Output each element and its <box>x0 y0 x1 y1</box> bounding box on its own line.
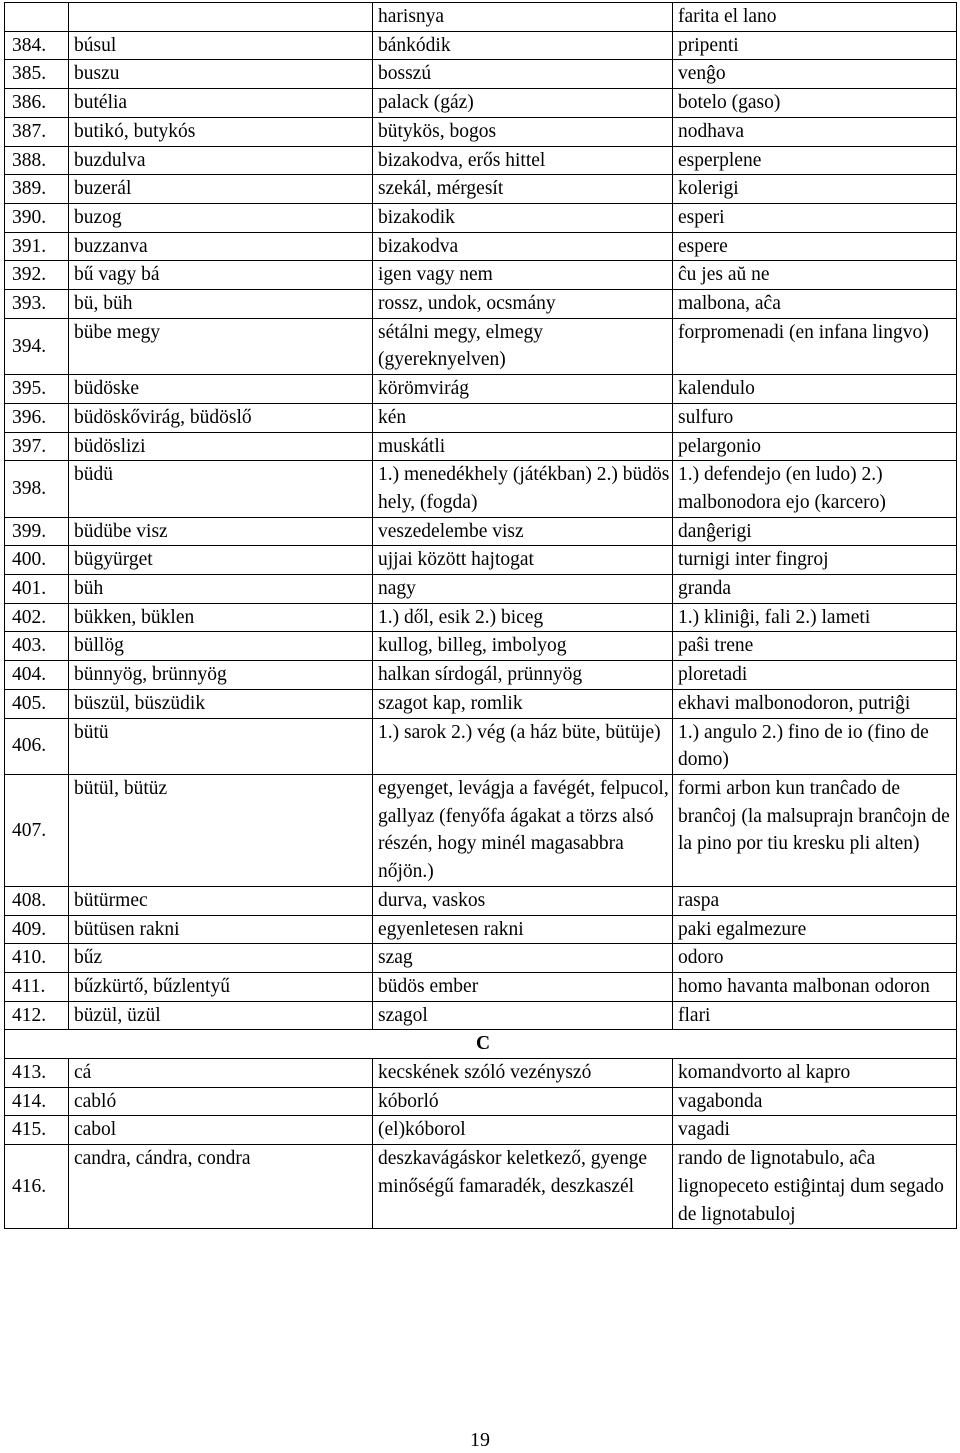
hungarian-term: bütüsen rakni <box>69 915 373 944</box>
section-letter: C <box>5 1030 957 1059</box>
esperanto-translation: forpromenadi (en infana lingvo) <box>673 318 957 374</box>
table-row <box>5 517 957 546</box>
entry-number: 407. <box>5 774 69 886</box>
table-row <box>5 1001 957 1030</box>
entry-number: 408. <box>5 886 69 915</box>
esperanto-translation: esperplene <box>673 146 957 175</box>
hungarian-term: buzog <box>69 203 373 232</box>
entry-number: 387. <box>5 117 69 146</box>
table-row <box>5 261 957 290</box>
table-row <box>5 203 957 232</box>
hungarian-term: butikó, butykós <box>69 117 373 146</box>
hungarian-meaning: nagy <box>373 575 673 604</box>
hungarian-term: bütürmec <box>69 886 373 915</box>
table-row <box>5 31 957 60</box>
esperanto-translation: ĉu jes aŭ ne <box>673 261 957 290</box>
hungarian-meaning: ujjai között hajtogat <box>373 546 673 575</box>
hungarian-meaning: kullog, billeg, imbolyog <box>373 632 673 661</box>
hungarian-meaning: muskátli <box>373 432 673 461</box>
hungarian-meaning: kóborló <box>373 1087 673 1116</box>
hungarian-term: cá <box>69 1059 373 1088</box>
entry-number: 414. <box>5 1087 69 1116</box>
table-row <box>5 632 957 661</box>
esperanto-translation: pelargonio <box>673 432 957 461</box>
hungarian-meaning: deszkavágáskor keletkező, gyenge minőségű famaradék, deszkaszél <box>373 1145 673 1229</box>
esperanto-translation: kolerigi <box>673 175 957 204</box>
table-row <box>5 60 957 89</box>
esperanto-translation: espere <box>673 232 957 261</box>
table-row <box>5 972 957 1001</box>
esperanto-translation: esperi <box>673 203 957 232</box>
table-row <box>5 89 957 118</box>
table-row <box>5 944 957 973</box>
hungarian-meaning: szagot kap, romlik <box>373 689 673 718</box>
hungarian-meaning: palack (gáz) <box>373 89 673 118</box>
hungarian-meaning: rossz, undok, ocsmány <box>373 290 673 319</box>
entry-number: 384. <box>5 31 69 60</box>
entry-number: 403. <box>5 632 69 661</box>
table-row <box>5 1087 957 1116</box>
table-row <box>5 117 957 146</box>
esperanto-translation: ploretadi <box>673 661 957 690</box>
table-row <box>5 318 957 374</box>
hungarian-term: bü, büh <box>69 290 373 319</box>
hungarian-meaning: durva, vaskos <box>373 886 673 915</box>
table-row <box>5 3 957 32</box>
hungarian-term: bű vagy bá <box>69 261 373 290</box>
entry-number: 392. <box>5 261 69 290</box>
table-row <box>5 1145 957 1229</box>
hungarian-meaning: 1.) dől, esik 2.) biceg <box>373 603 673 632</box>
table-row <box>5 375 957 404</box>
entry-number: 393. <box>5 290 69 319</box>
hungarian-meaning: (el)kóborol <box>373 1116 673 1145</box>
hungarian-term: büzül, üzül <box>69 1001 373 1030</box>
hungarian-meaning: veszedelembe visz <box>373 517 673 546</box>
entry-number: 399. <box>5 517 69 546</box>
entry-number: 398. <box>5 461 69 517</box>
esperanto-translation: nodhava <box>673 117 957 146</box>
hungarian-term <box>69 3 373 32</box>
table-row <box>5 1059 957 1088</box>
entry-number: 404. <box>5 661 69 690</box>
hungarian-term: buszu <box>69 60 373 89</box>
entry-number: 395. <box>5 375 69 404</box>
table-row <box>5 575 957 604</box>
hungarian-meaning: körömvirág <box>373 375 673 404</box>
hungarian-term: büdöske <box>69 375 373 404</box>
esperanto-translation: turnigi inter fingroj <box>673 546 957 575</box>
hungarian-meaning: egyenletesen rakni <box>373 915 673 944</box>
esperanto-translation: homo havanta malbonan odoron <box>673 972 957 1001</box>
entry-number: 385. <box>5 60 69 89</box>
esperanto-translation: formi arbon kun tranĉado de branĉoj (la malsuprajn branĉojn de la pino por tiu kresku pli alten) <box>673 774 957 886</box>
table-row <box>5 1116 957 1145</box>
esperanto-translation: malbona, aĉa <box>673 290 957 319</box>
table-row <box>5 689 957 718</box>
page-number: 19 <box>470 1429 490 1451</box>
esperanto-translation: 1.) kliniĝi, fali 2.) lameti <box>673 603 957 632</box>
hungarian-term: bükken, büklen <box>69 603 373 632</box>
hungarian-term: bübe megy <box>69 318 373 374</box>
hungarian-term: bütü <box>69 718 373 774</box>
hungarian-term: candra, cándra, condra <box>69 1145 373 1229</box>
hungarian-meaning: halkan sírdogál, prünnyög <box>373 661 673 690</box>
entry-number: 389. <box>5 175 69 204</box>
entry-number: 410. <box>5 944 69 973</box>
hungarian-meaning: szagol <box>373 1001 673 1030</box>
hungarian-term: búsul <box>69 31 373 60</box>
esperanto-translation: paki egalmezure <box>673 915 957 944</box>
entry-number: 409. <box>5 915 69 944</box>
entry-number: 400. <box>5 546 69 575</box>
entry-number: 391. <box>5 232 69 261</box>
table-row <box>5 461 957 517</box>
entry-number: 402. <box>5 603 69 632</box>
table-row <box>5 432 957 461</box>
entry-number: 386. <box>5 89 69 118</box>
esperanto-translation: danĝerigi <box>673 517 957 546</box>
esperanto-translation: 1.) defendejo (en ludo) 2.) malbonodora ejo (karcero) <box>673 461 957 517</box>
hungarian-meaning: 1.) sarok 2.) vég (a ház büte, bütüje) <box>373 718 673 774</box>
hungarian-term: cabol <box>69 1116 373 1145</box>
hungarian-term: büllög <box>69 632 373 661</box>
table-row <box>5 175 957 204</box>
hungarian-term: büdü <box>69 461 373 517</box>
hungarian-term: bünnyög, brünnyög <box>69 661 373 690</box>
entry-number: 412. <box>5 1001 69 1030</box>
table-row <box>5 915 957 944</box>
hungarian-term: cabló <box>69 1087 373 1116</box>
entry-number: 388. <box>5 146 69 175</box>
table-row <box>5 546 957 575</box>
esperanto-translation: botelo (gaso) <box>673 89 957 118</box>
esperanto-translation: odoro <box>673 944 957 973</box>
entry-number: 397. <box>5 432 69 461</box>
table-row <box>5 232 957 261</box>
hungarian-term: büdöskővirág, büdöslő <box>69 403 373 432</box>
hungarian-meaning: bütykös, bogos <box>373 117 673 146</box>
table-row <box>5 290 957 319</box>
hungarian-term: büh <box>69 575 373 604</box>
esperanto-translation: rando de lignotabulo, aĉa lignopeceto estiĝintaj dum segado de lignotabuloj <box>673 1145 957 1229</box>
entry-number: 406. <box>5 718 69 774</box>
table-row <box>5 403 957 432</box>
entry-number: 411. <box>5 972 69 1001</box>
hungarian-meaning: kén <box>373 403 673 432</box>
hungarian-term: butélia <box>69 89 373 118</box>
hungarian-meaning: sétálni megy, elmegy (gyereknyelven) <box>373 318 673 374</box>
esperanto-translation: komandvorto al kapro <box>673 1059 957 1088</box>
hungarian-meaning: bizakodva <box>373 232 673 261</box>
hungarian-term: bügyürget <box>69 546 373 575</box>
hungarian-term: bűzkürtő, bűzlentyű <box>69 972 373 1001</box>
table-row <box>5 603 957 632</box>
hungarian-meaning: bosszú <box>373 60 673 89</box>
hungarian-term: bütül, bütüz <box>69 774 373 886</box>
entry-number <box>5 3 69 32</box>
esperanto-translation: kalendulo <box>673 375 957 404</box>
hungarian-meaning: egyenget, levágja a favégét, felpucol, gallyaz (fenyőfa ágakat a törzs alsó részén, hogy minél magasabbra nőjön.) <box>373 774 673 886</box>
hungarian-term: bűz <box>69 944 373 973</box>
hungarian-term: buzzanva <box>69 232 373 261</box>
esperanto-translation: farita el lano <box>673 3 957 32</box>
section-row <box>5 1030 957 1059</box>
table-row <box>5 774 957 886</box>
hungarian-meaning: bizakodik <box>373 203 673 232</box>
esperanto-translation: venĝo <box>673 60 957 89</box>
entry-number: 413. <box>5 1059 69 1088</box>
table-row <box>5 661 957 690</box>
table-row <box>5 886 957 915</box>
hungarian-meaning: büdös ember <box>373 972 673 1001</box>
entry-number: 415. <box>5 1116 69 1145</box>
esperanto-translation: ekhavi malbonodoron, putriĝi <box>673 689 957 718</box>
hungarian-meaning: bánkódik <box>373 31 673 60</box>
table-row <box>5 146 957 175</box>
esperanto-translation: flari <box>673 1001 957 1030</box>
dictionary-table <box>4 2 957 1229</box>
esperanto-translation: pripenti <box>673 31 957 60</box>
entry-number: 405. <box>5 689 69 718</box>
entry-number: 390. <box>5 203 69 232</box>
esperanto-translation: sulfuro <box>673 403 957 432</box>
hungarian-term: büdöslizi <box>69 432 373 461</box>
entry-number: 416. <box>5 1145 69 1229</box>
hungarian-meaning: 1.) menedékhely (játékban) 2.) büdös hely, (fogda) <box>373 461 673 517</box>
hungarian-term: buzdulva <box>69 146 373 175</box>
esperanto-translation: raspa <box>673 886 957 915</box>
hungarian-meaning: bizakodva, erős hittel <box>373 146 673 175</box>
hungarian-term: büdübe visz <box>69 517 373 546</box>
hungarian-meaning: kecskének szóló vezényszó <box>373 1059 673 1088</box>
hungarian-term: buzerál <box>69 175 373 204</box>
entry-number: 401. <box>5 575 69 604</box>
hungarian-meaning: szag <box>373 944 673 973</box>
hungarian-meaning: harisnya <box>373 3 673 32</box>
entry-number: 396. <box>5 403 69 432</box>
esperanto-translation: vagadi <box>673 1116 957 1145</box>
dictionary-table-body <box>5 3 957 1229</box>
table-row <box>5 718 957 774</box>
hungarian-meaning: igen vagy nem <box>373 261 673 290</box>
entry-number: 394. <box>5 318 69 374</box>
hungarian-meaning: szekál, mérgesít <box>373 175 673 204</box>
esperanto-translation: granda <box>673 575 957 604</box>
esperanto-translation: 1.) angulo 2.) fino de io (fino de domo) <box>673 718 957 774</box>
esperanto-translation: paŝi trene <box>673 632 957 661</box>
esperanto-translation: vagabonda <box>673 1087 957 1116</box>
hungarian-term: büszül, büszüdik <box>69 689 373 718</box>
